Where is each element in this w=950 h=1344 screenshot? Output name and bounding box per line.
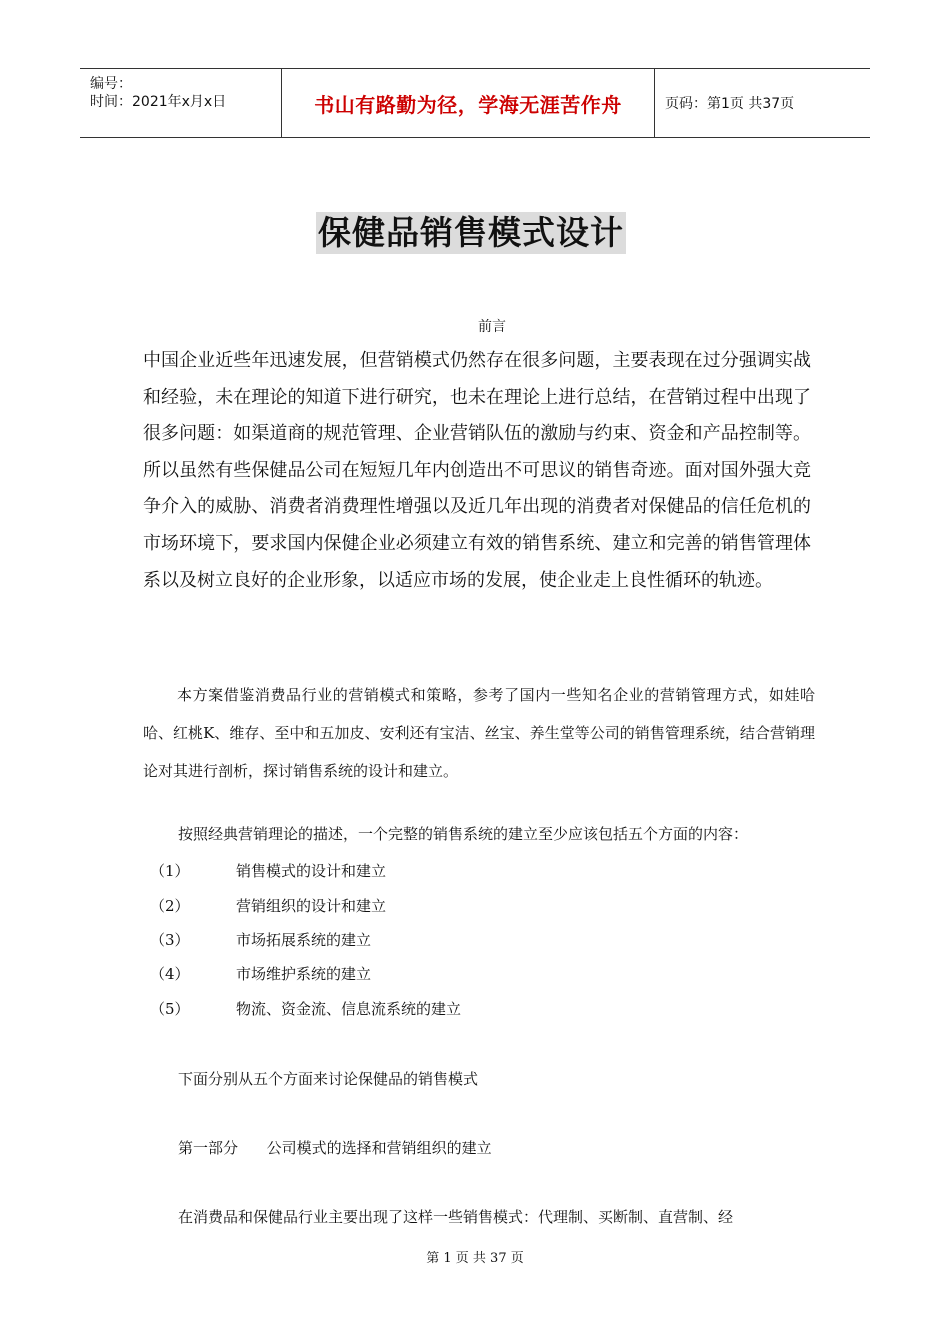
header-motto-cell (281, 69, 655, 137)
paragraph-theory: 按照经典营销理论的描述，一个完整的销售系统的建立至少应该包括五个方面的内容： (178, 825, 749, 843)
list-item-text: 营销组织的设计和建立 (236, 897, 387, 915)
document-title: 保健品销售模式设计 (318, 213, 624, 252)
header-left-cell (80, 69, 281, 137)
list-item-number: （3） (150, 931, 190, 949)
list-item (150, 860, 386, 881)
preface-heading: 前言 (478, 319, 506, 335)
header-page-info: 页码：第1页 共37页 (665, 96, 795, 112)
document-number-label: 编号： (90, 76, 132, 92)
list-item-number: （1） (150, 862, 190, 880)
list-item-text: 市场拓展系统的建立 (236, 931, 372, 949)
list-item-number: （4） (150, 965, 190, 983)
header-page-cell (655, 69, 870, 137)
list-item-number: （2） (150, 897, 190, 915)
section-heading: 第一部分 公司模式的选择和营销组织的建立 (178, 1139, 492, 1157)
page-header (80, 68, 870, 138)
list-item-text: 市场维护系统的建立 (236, 965, 372, 983)
page-footer: 第 1 页 共 37 页 (426, 1251, 524, 1266)
header-motto: 书山有路勤为径，学海无涯苦作舟 (314, 92, 622, 117)
list-item (150, 929, 371, 950)
list-item (150, 998, 461, 1019)
document-time-label: 时间：2021年x月x日 (90, 94, 227, 110)
list-item (150, 895, 386, 916)
list-item-number: （5） (150, 1000, 190, 1018)
paragraph-sales-modes: 在消费品和保健品行业主要出现了这样一些销售模式：代理制、买断制、直营制、经 (178, 1208, 734, 1226)
paragraph-overview: 下面分别从五个方面来讨论保健品的销售模式 (178, 1070, 479, 1088)
list-item (150, 963, 371, 984)
intro-paragraph: 中国企业近些年迅速发展，但营销模式仍然存在很多问题，主要表现在过分强调实战和经验，未在理论的知道下进行研究，也未在理论上进行总结，在营销过程中出现了很多问题：如渠道商的规范管理、企业营销队伍的激励与约束、资金和产品控制等。所以虽然有些保健品公司在短短几年内创造出不可思议的销售奇迹。面对国外强大竞争介入的威胁、消费者消费理性增强以及近几年出现的消费者对保健品的信任危机的市场环境下，要求国内保健企业必须建立有效的销售系统、建立和完善的销售管理体系以及树立良好的企业形象，以适应市场的发展，使企业走上良性循环的轨迹。 (143, 350, 811, 591)
paragraph-approach: 本方案借鉴消费品行业的营销模式和策略，参考了国内一些知名企业的营销管理方式，如娃哈哈、红桃K、维存、至中和五加皮、安利还有宝洁、丝宝、养生堂等公司的销售管理系统，结合营销理论对其进行剖析，探讨销售系统的设计和建立。 (143, 686, 815, 780)
list-item-text: 物流、资金流、信息流系统的建立 (236, 1000, 462, 1018)
list-item-text: 销售模式的设计和建立 (236, 862, 387, 880)
